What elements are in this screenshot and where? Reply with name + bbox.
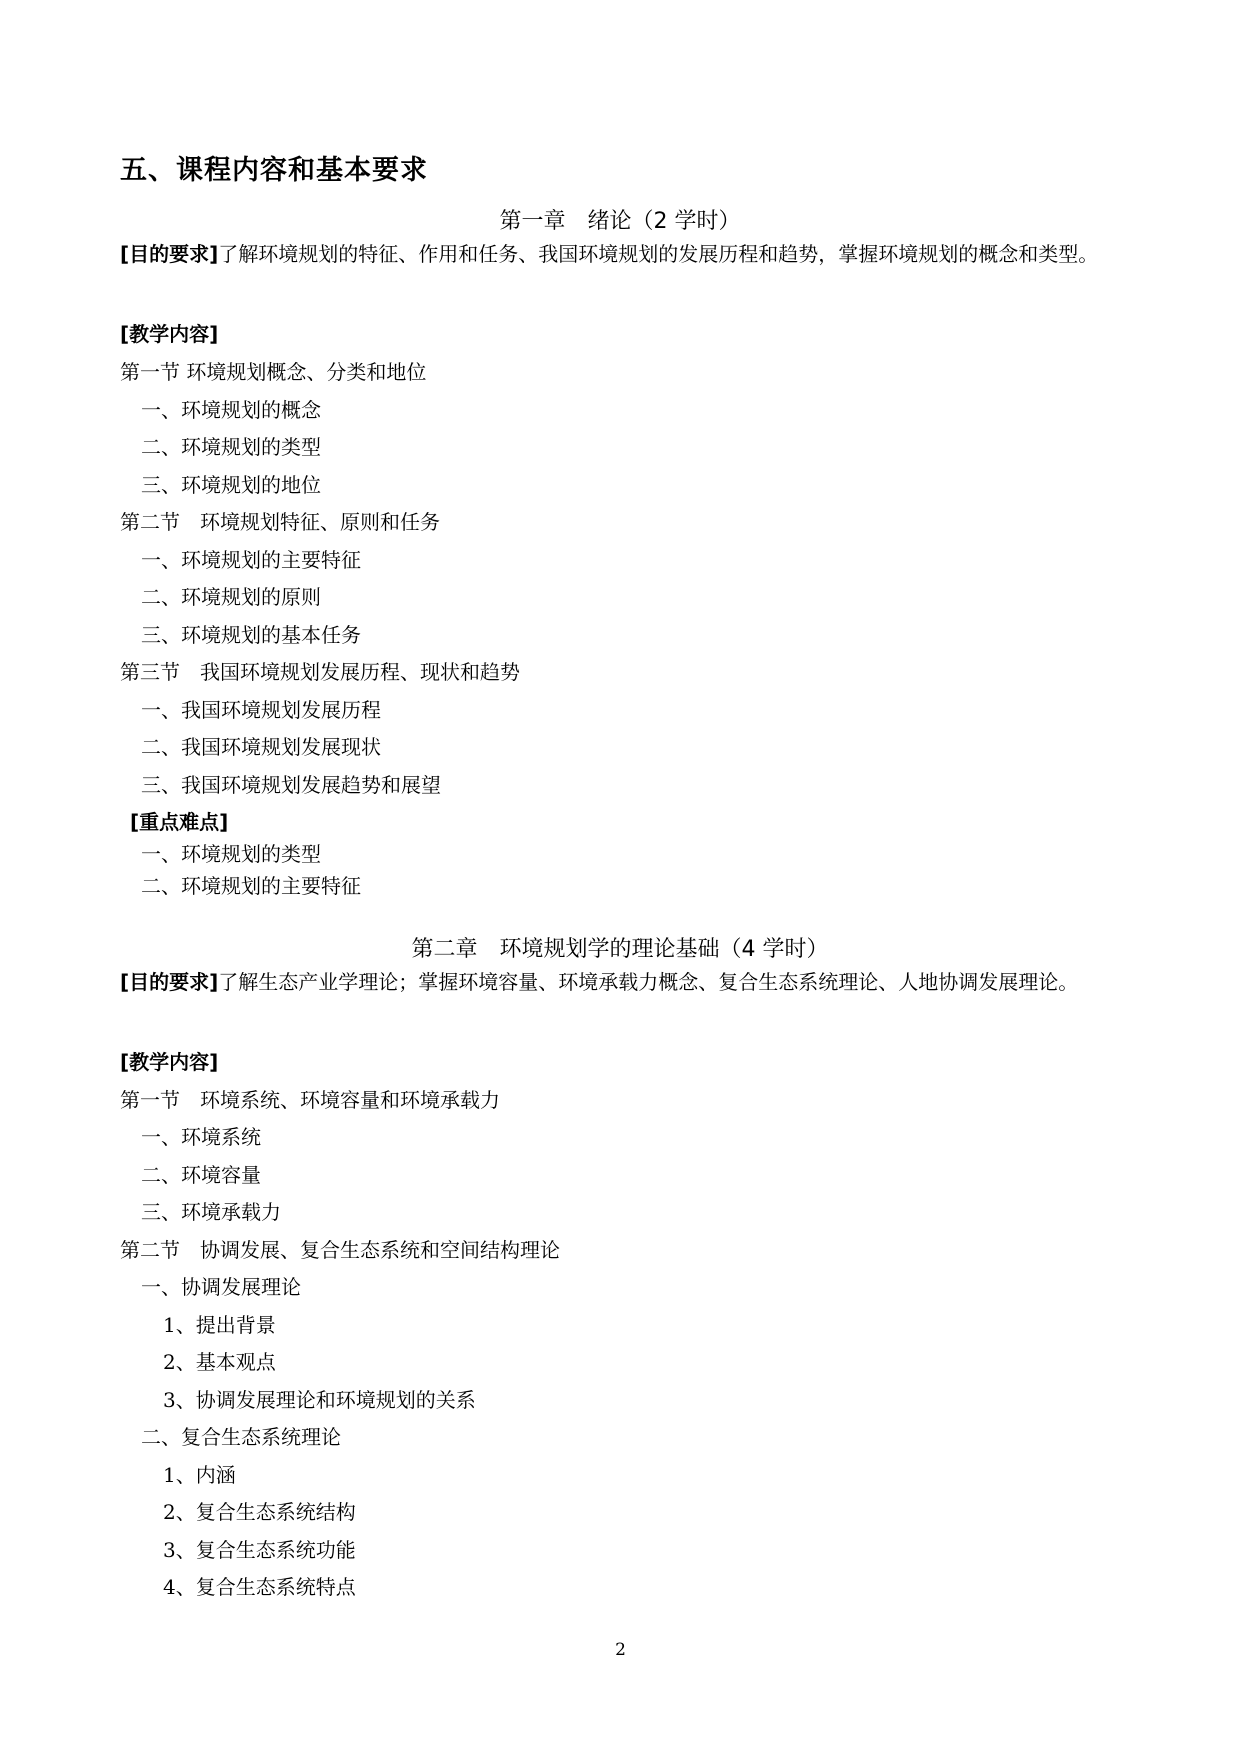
list-item: 二、环境规划的主要特征 <box>141 874 361 898</box>
goal-text: 了解环境规划的特征、作用和任务、我国环境规划的发展历程和趋势，掌握环境规划的概念和类型。 <box>218 242 1099 266</box>
list-subitem: 1、提出背景 <box>163 1313 276 1337</box>
section-heading: 第一节 环境规划概念、分类和地位 <box>120 360 427 384</box>
list-item: 一、协调发展理论 <box>141 1275 301 1299</box>
chapter-1-goal <box>120 236 1130 273</box>
goal-tag: [目的要求] <box>120 970 219 994</box>
list-item: 二、环境容量 <box>141 1163 261 1187</box>
list-subitem: 3、协调发展理论和环境规划的关系 <box>163 1388 476 1412</box>
chapter-2-title: 第二章 环境规划学的理论基础（4 学时） <box>411 937 829 962</box>
list-item: 一、环境系统 <box>141 1125 261 1149</box>
section-heading: 第三节 我国环境规划发展历程、现状和趋势 <box>120 660 520 684</box>
list-item: 二、复合生态系统理论 <box>141 1425 341 1449</box>
key-points-label: [重点难点] <box>130 810 229 834</box>
teaching-content-label: [教学内容] <box>120 322 219 346</box>
list-item: 二、我国环境规划发展现状 <box>141 735 381 759</box>
section-heading: 第二节 环境规划特征、原则和任务 <box>120 510 440 534</box>
list-item: 一、我国环境规划发展历程 <box>141 698 381 722</box>
list-item: 二、环境规划的类型 <box>141 435 321 459</box>
list-item: 三、环境规划的地位 <box>141 473 321 497</box>
list-subitem: 2、复合生态系统结构 <box>163 1500 356 1524</box>
teaching-content-label: [教学内容] <box>120 1050 219 1074</box>
page-number: 2 <box>615 1640 626 1660</box>
list-item: 三、环境承载力 <box>141 1200 281 1224</box>
list-item: 三、环境规划的基本任务 <box>141 623 361 647</box>
section-heading: 第一节 环境系统、环境容量和环境承载力 <box>120 1088 500 1112</box>
list-subitem: 2、基本观点 <box>163 1350 276 1374</box>
list-subitem: 3、复合生态系统功能 <box>163 1538 356 1562</box>
list-item: 一、环境规划的类型 <box>141 842 321 866</box>
list-item: 一、环境规划的概念 <box>141 398 321 422</box>
section-heading: 第二节 协调发展、复合生态系统和空间结构理论 <box>120 1238 560 1262</box>
list-item: 三、我国环境规划发展趋势和展望 <box>141 773 441 797</box>
chapter-2-goal <box>120 964 1130 1001</box>
list-item: 一、环境规划的主要特征 <box>141 548 361 572</box>
list-subitem: 1、内涵 <box>163 1463 236 1487</box>
list-item: 二、环境规划的原则 <box>141 585 321 609</box>
chapter-1-title: 第一章 绪论（2 学时） <box>499 209 741 234</box>
goal-tag: [目的要求] <box>120 242 219 266</box>
section-title: 五、课程内容和基本要求 <box>120 155 428 186</box>
goal-text: 了解生态产业学理论；掌握环境容量、环境承载力概念、复合生态系统理论、人地协调发展理论。 <box>218 970 1079 994</box>
list-subitem: 4、复合生态系统特点 <box>163 1575 356 1599</box>
